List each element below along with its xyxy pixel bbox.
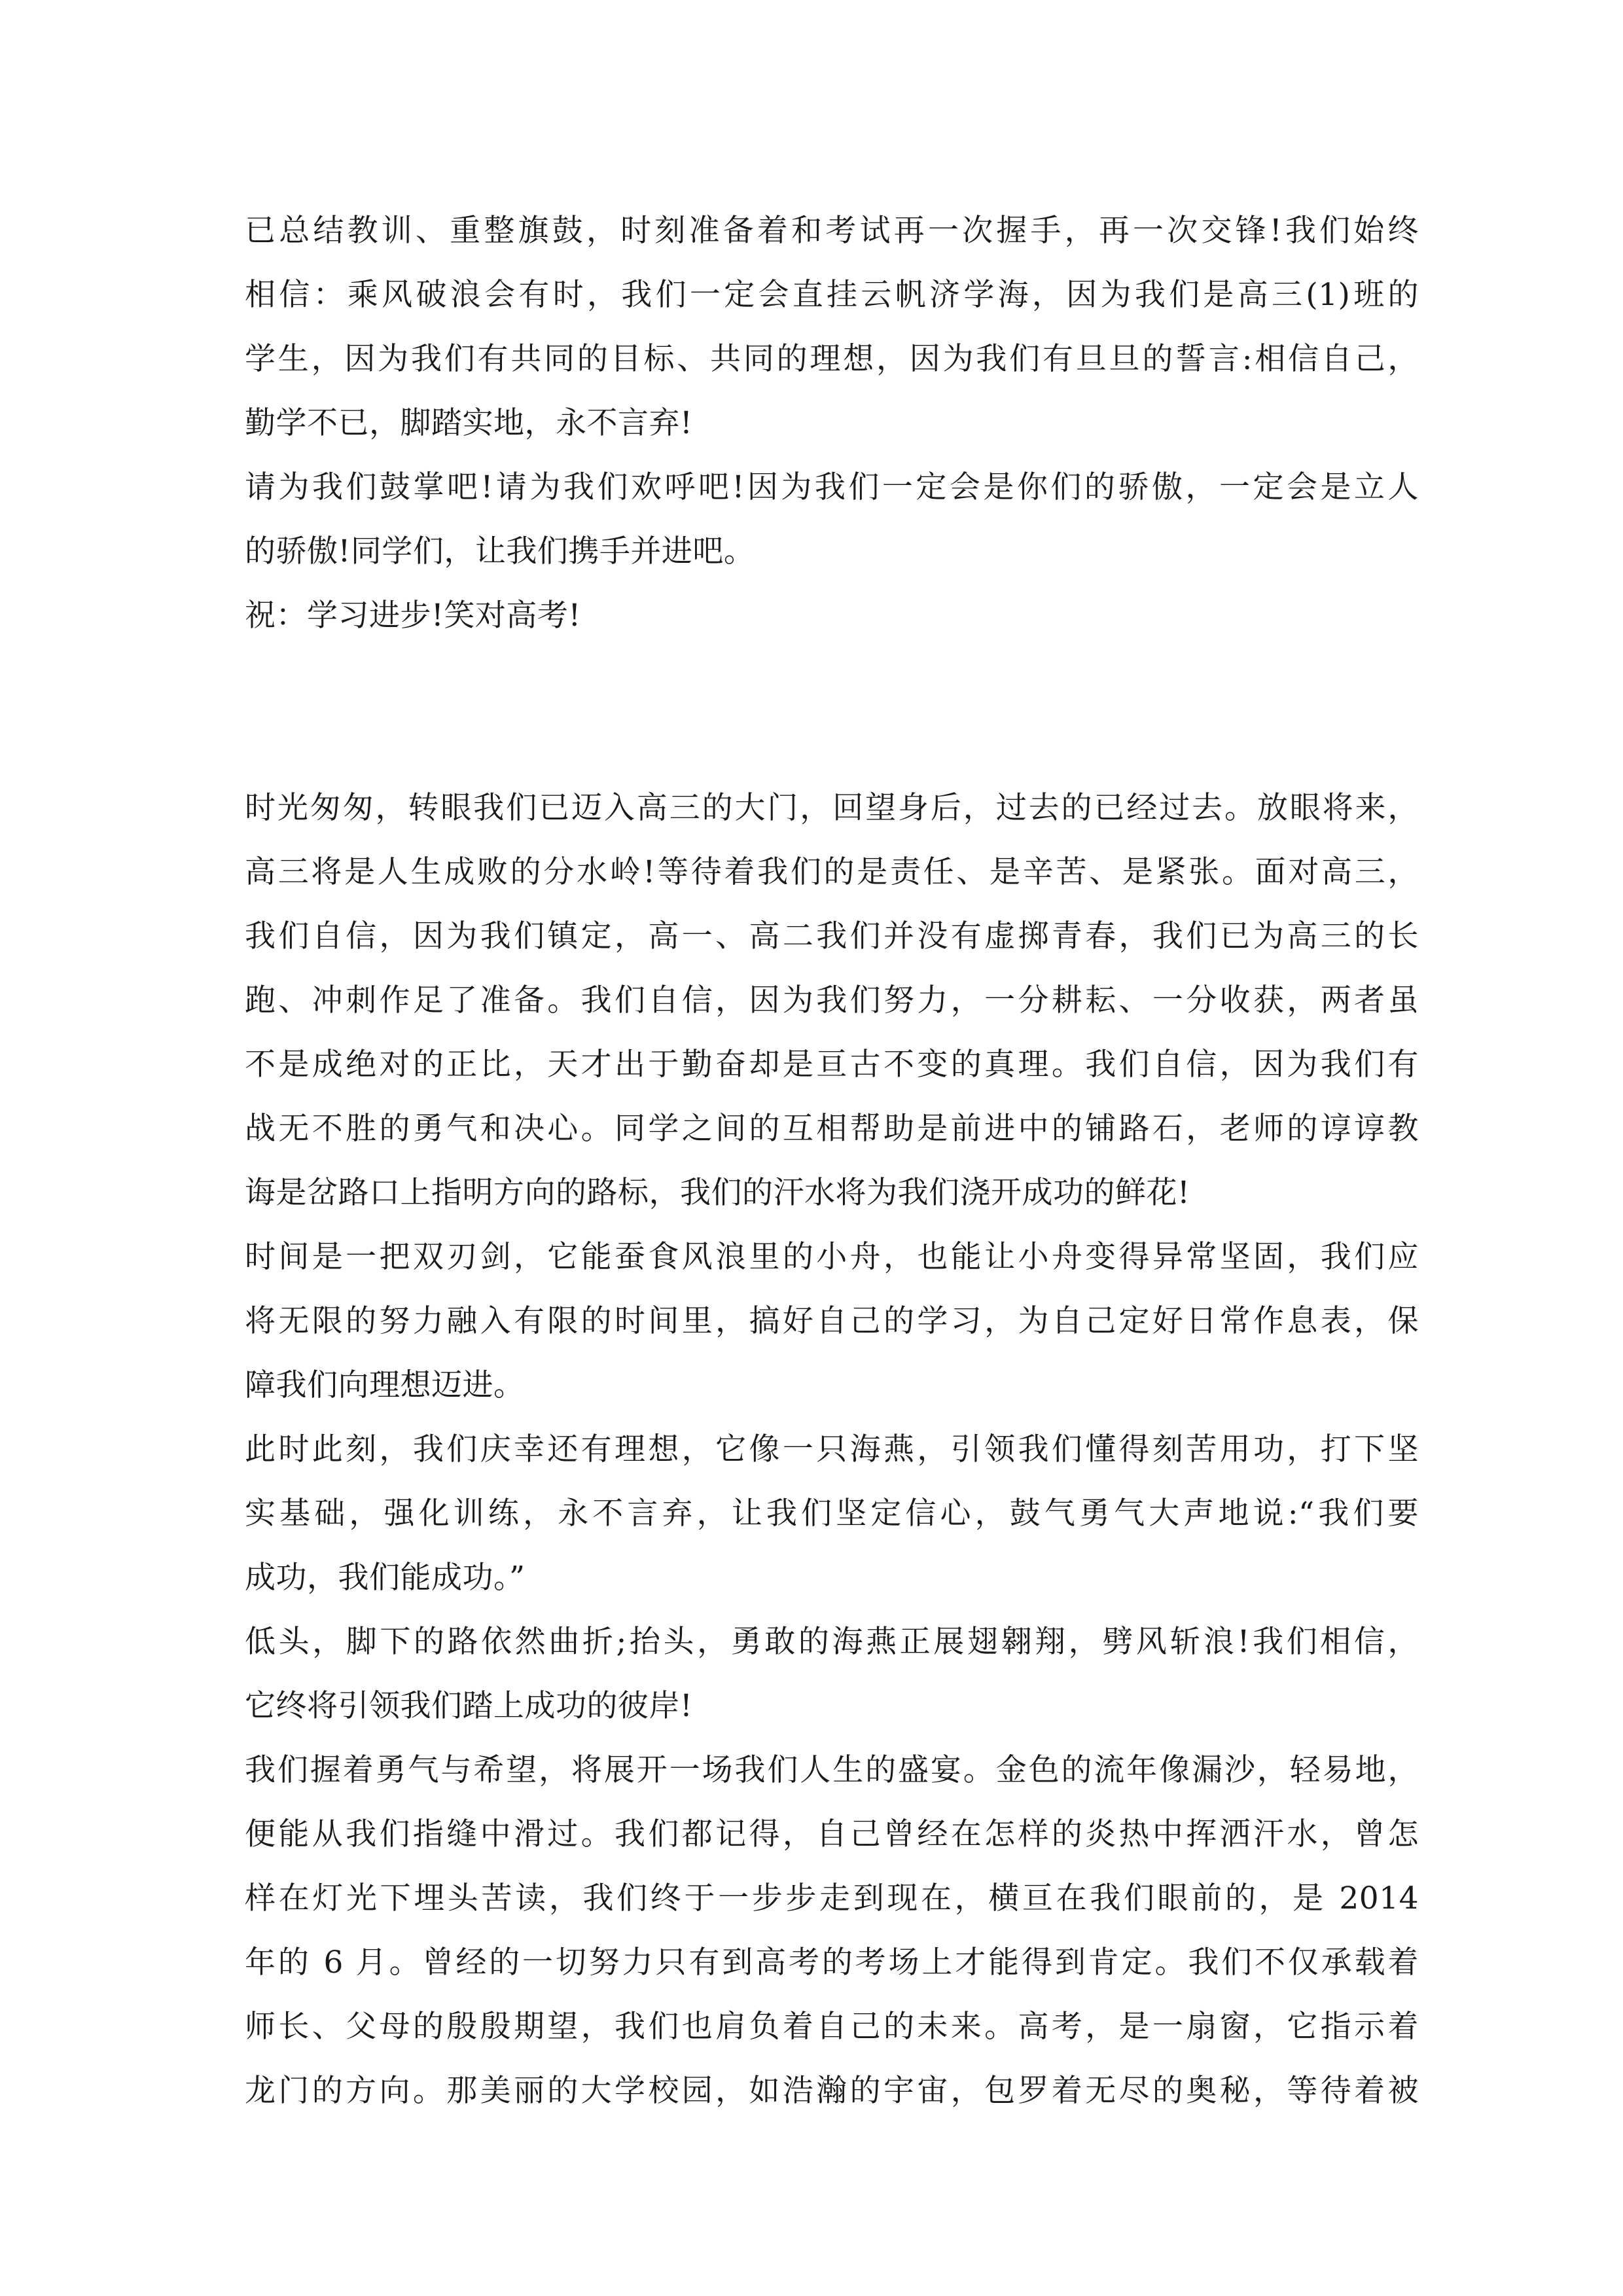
section-senior-year-speech <box>245 776 1419 2123</box>
section-closing-speech <box>245 199 1419 648</box>
paragraph-line: 龙门的方向。那美丽的大学校园，如浩瀚的宇宙，包罗着无尽的奥秘，等待着被 <box>245 2073 1419 2109</box>
paragraph-line: 诲是岔路口上指明方向的路标，我们的汗水将为我们浇开成功的鲜花! <box>245 1175 1190 1211</box>
paragraph-line: 样在灯光下埋头苦读，我们终于一步步走到现在，横亘在我们眼前的，是 2014 <box>245 1880 1419 1916</box>
paragraph-line: 低头，脚下的路依然曲折;抬头，勇敢的海燕正展翅翱翔，劈风斩浪!我们相信， <box>245 1624 1419 1660</box>
paragraph-line: 年的 6 月。曾经的一切努力只有到高考的考场上才能得到肯定。我们不仅承载着 <box>245 1945 1419 1981</box>
document-body <box>245 199 1419 2123</box>
paragraph-line: 勤学不已，脚踏实地，永不言弃! <box>245 405 693 441</box>
paragraph-line: 将无限的努力融入有限的时间里，搞好自己的学习，为自己定好日常作息表，保 <box>245 1303 1419 1339</box>
paragraph-line: 不是成绝对的正比，天才出于勤奋却是亘古不变的真理。我们自信，因为我们有 <box>245 1047 1419 1083</box>
paragraph-line: 时间是一把双刃剑，它能蚕食风浪里的小舟，也能让小舟变得异常坚固，我们应 <box>245 1239 1419 1275</box>
paragraph-line: 祝：学习进步!笑对高考! <box>245 598 581 634</box>
paragraph-line: 相信：乘风破浪会有时，我们一定会直挂云帆济学海，因为我们是高三(1)班的 <box>245 277 1419 313</box>
paragraph-line: 它终将引领我们踏上成功的彼岸! <box>245 1688 693 1724</box>
paragraph-line: 跑、冲刺作足了准备。我们自信，因为我们努力，一分耕耘、一分收获，两者虽 <box>245 982 1419 1018</box>
paragraph-line: 实基础，强化训练，永不言弃，让我们坚定信心，鼓气勇气大声地说:“我们要 <box>245 1496 1419 1532</box>
paragraph-line: 请为我们鼓掌吧!请为我们欢呼吧!因为我们一定会是你们的骄傲，一定会是立人 <box>245 469 1419 505</box>
paragraph-line: 时光匆匆，转眼我们已迈入高三的大门，回望身后，过去的已经过去。放眼将来， <box>245 790 1419 826</box>
paragraph-line: 的骄傲!同学们，让我们携手并进吧。 <box>245 533 755 569</box>
paragraph-line: 我们自信，因为我们镇定，高一、高二我们并没有虚掷青春，我们已为高三的长 <box>245 918 1419 954</box>
paragraph-line: 战无不胜的勇气和决心。同学之间的互相帮助是前进中的铺路石，老师的谆谆教 <box>245 1111 1419 1147</box>
paragraph-line: 此时此刻，我们庆幸还有理想，它像一只海燕，引领我们懂得刻苦用功，打下坚 <box>245 1431 1419 1467</box>
paragraph-line: 高三将是人生成败的分水岭!等待着我们的是责任、是辛苦、是紧张。面对高三， <box>245 854 1419 890</box>
paragraph-line: 成功，我们能成功。” <box>245 1560 526 1596</box>
paragraph-line: 已总结教训、重整旗鼓，时刻准备着和考试再一次握手，再一次交锋!我们始终 <box>245 213 1419 249</box>
paragraph-line: 学生，因为我们有共同的目标、共同的理想，因为我们有旦旦的誓言:相信自己， <box>245 341 1419 377</box>
paragraph-line: 我们握着勇气与希望，将展开一场我们人生的盛宴。金色的流年像漏沙，轻易地， <box>245 1752 1419 1788</box>
paragraph-line: 便能从我们指缝中滑过。我们都记得，自己曾经在怎样的炎热中挥洒汗水，曾怎 <box>245 1816 1419 1852</box>
paragraph-line: 师长、父母的殷殷期望，我们也肩负着自己的未来。高考，是一扇窗，它指示着 <box>245 2009 1419 2045</box>
paragraph-line: 障我们向理想迈进。 <box>245 1367 525 1403</box>
section-gap <box>245 648 1419 776</box>
